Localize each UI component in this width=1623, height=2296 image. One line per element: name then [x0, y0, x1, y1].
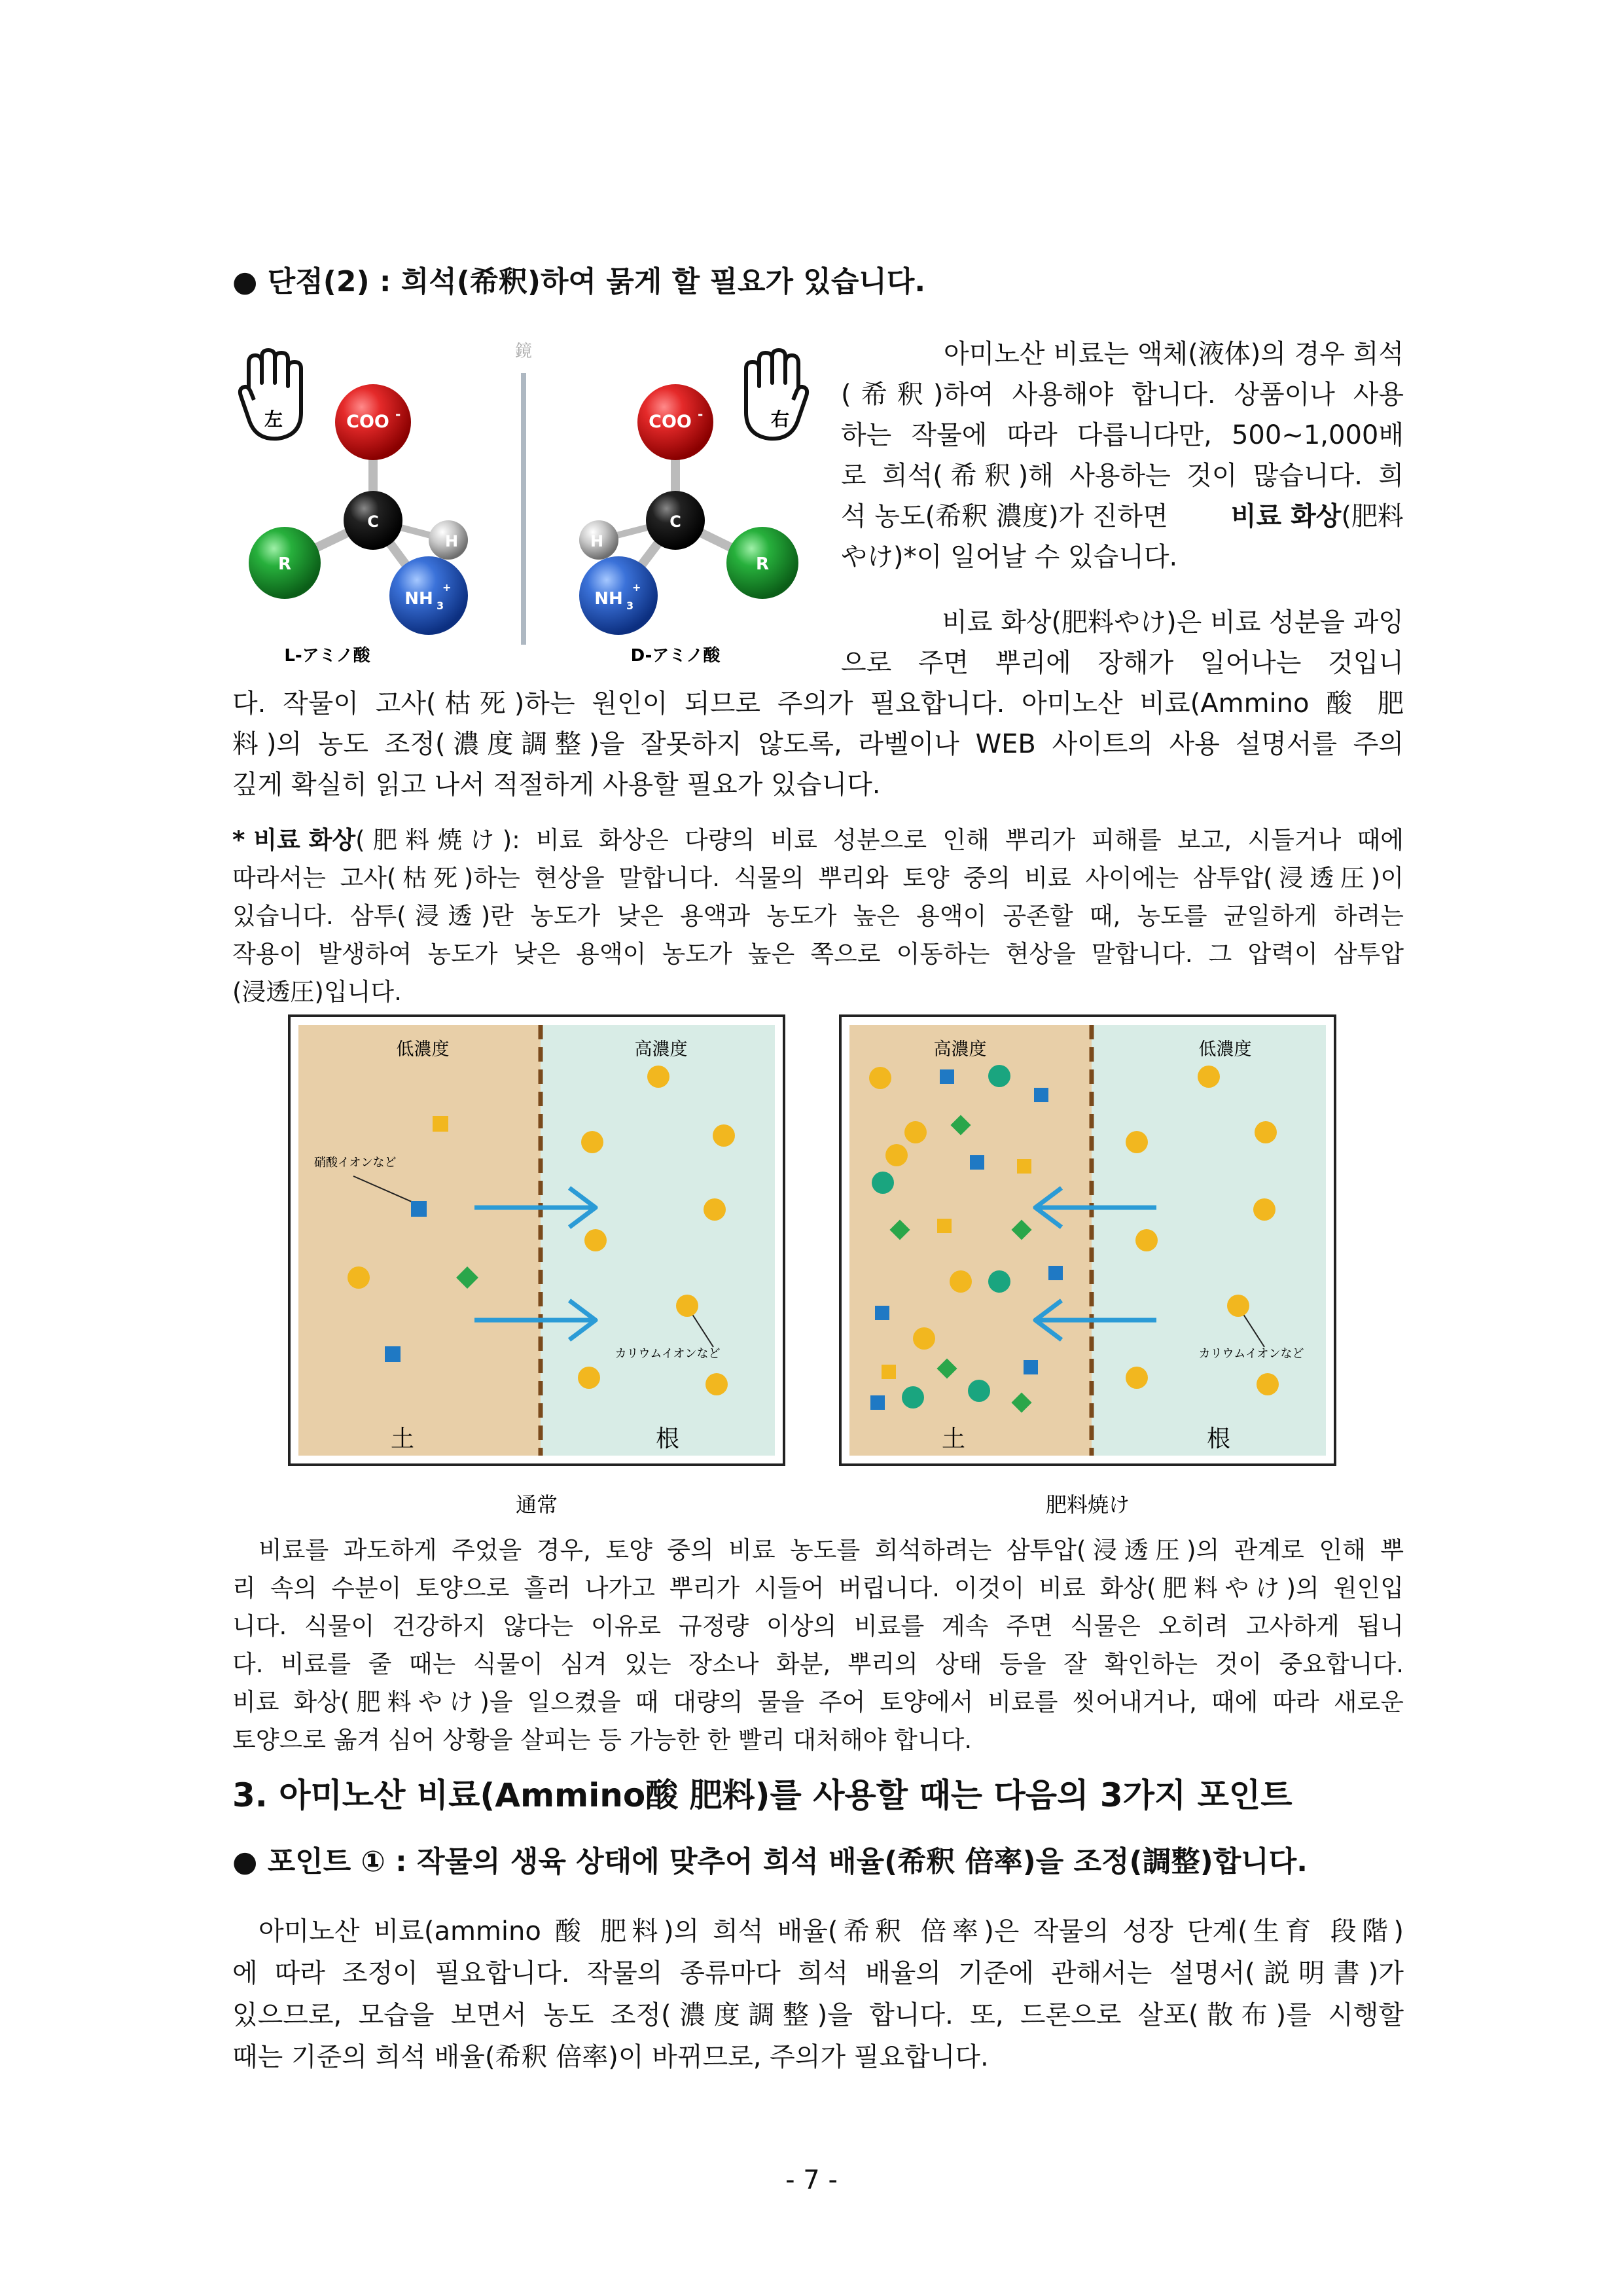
svg-text:カリウムイオンなど: カリウムイオンなど — [1198, 1347, 1304, 1361]
svg-text:高濃度: 高濃度 — [634, 1039, 688, 1060]
normal-caption: 通常 — [515, 1492, 558, 1517]
svg-text:H: H — [444, 532, 459, 550]
svg-text:高濃度: 高濃度 — [933, 1039, 987, 1060]
svg-text:NH: NH — [404, 589, 433, 609]
svg-text:根: 根 — [1206, 1426, 1231, 1452]
left-hand-icon — [240, 350, 301, 439]
svg-text:C: C — [669, 512, 681, 531]
right-hand-label: 右 — [770, 408, 790, 430]
svg-text:土: 土 — [390, 1426, 415, 1452]
mirror-label: 鏡 — [514, 342, 533, 361]
svg-text:土: 土 — [941, 1426, 966, 1452]
amino-acid-chirality-figure — [229, 337, 818, 677]
svg-text:COO: COO — [649, 412, 692, 432]
svg-text:3: 3 — [437, 600, 444, 612]
svg-text:H: H — [590, 532, 604, 550]
svg-text:+: + — [442, 581, 452, 594]
svg-text:R: R — [277, 554, 292, 574]
svg-text:-: - — [395, 406, 401, 422]
osmosis-diagram — [288, 1014, 1348, 1525]
svg-text:C: C — [367, 512, 379, 531]
svg-text:根: 根 — [655, 1426, 680, 1452]
svg-text:NH: NH — [594, 589, 623, 609]
svg-text:硝酸イオンなど: 硝酸イオンなど — [314, 1156, 397, 1170]
fertilizer-burn-panel — [840, 1016, 1335, 1465]
d-amino-acid-caption: D-アミノ酸 — [630, 646, 721, 666]
svg-text:R: R — [755, 554, 770, 574]
svg-text:低濃度: 低濃度 — [396, 1039, 450, 1060]
page-number: - 7 - — [785, 2165, 838, 2195]
svg-text:COO: COO — [346, 412, 389, 432]
point-1-heading: ● 포인트 ① : 작물의 생육 상태에 맞추어 희석 배율(希釈 倍率)을 조정(調整)합니다. — [232, 1845, 1308, 1878]
svg-text:-: - — [698, 406, 704, 422]
l-amino-acid-caption: L-アミノ酸 — [284, 646, 370, 666]
svg-text:3: 3 — [626, 600, 634, 612]
svg-text:低濃度: 低濃度 — [1198, 1039, 1252, 1060]
section-3-heading: 3. 아미노산 비료(Ammino酸 肥料)를 사용할 때는 다음의 3가지 포인트 — [232, 1776, 1293, 1814]
fertilizer-burn-caption: 肥料焼け — [1045, 1492, 1130, 1517]
svg-text:カリウムイオンなど: カリウムイオンなど — [615, 1347, 721, 1361]
section-heading-drawback-2: ● 단점(2) : 희석(希釈)하여 묽게 할 필요가 있습니다. — [232, 265, 926, 298]
svg-text:左: 左 — [264, 408, 283, 430]
svg-text:+: + — [632, 581, 641, 594]
normal-panel — [289, 1016, 784, 1465]
